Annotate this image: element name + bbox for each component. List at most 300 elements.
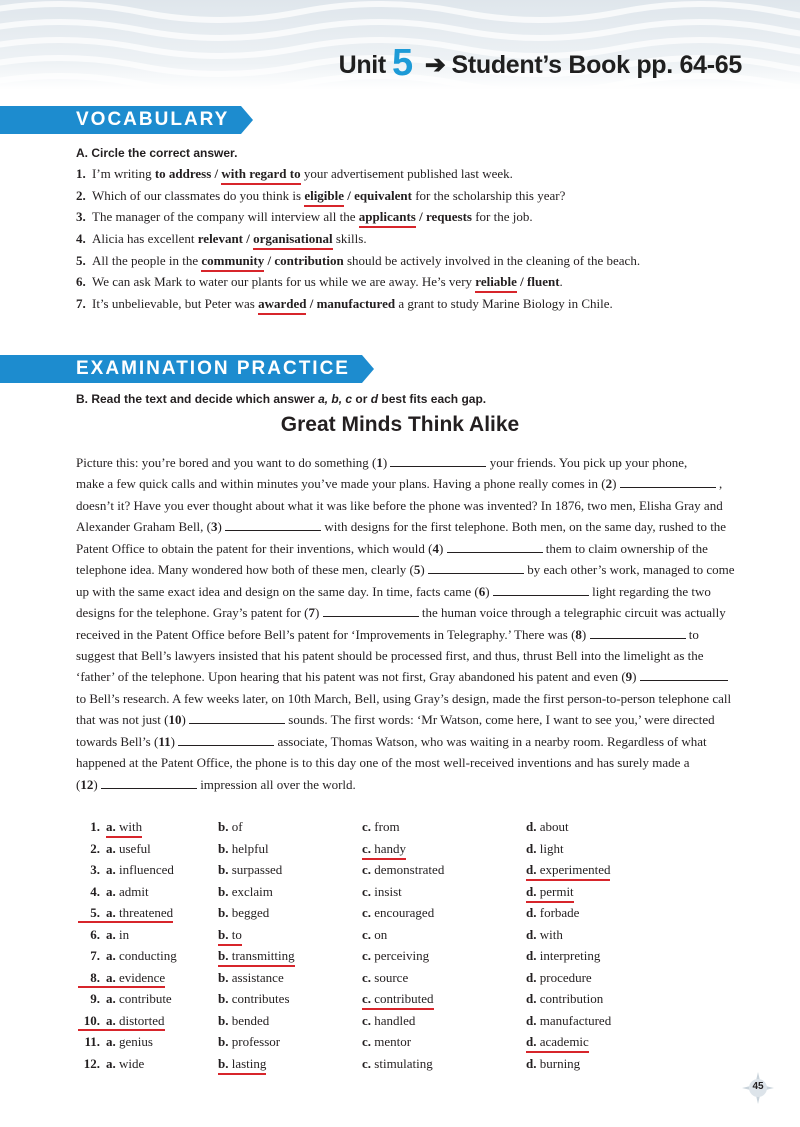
option-separator: / [306,296,317,312]
unit-label: Unit [338,51,386,79]
exam-practice-banner [0,355,374,383]
option-a [106,816,142,838]
option-b-content [218,991,290,1006]
option-2: with regard to [221,166,300,185]
passage-line [76,516,766,537]
passage-text: to Bell’s research. A few weeks later, on 10th March, Bell, using Gray’s design, made the first person-to-person telephone call [76,690,732,706]
answer-row [76,967,716,989]
item-text-end: should be actively involved in the cleaning of the beach. [343,252,641,268]
option-letter: a. [106,969,119,985]
option-b-content [218,948,295,967]
answer-gap [390,455,486,467]
option-2: contribution [274,252,344,268]
answer-gap [178,734,274,746]
option-2: fluent [527,274,560,290]
option-c-content [362,884,402,899]
passage-line [76,624,766,645]
option-text: surpassed [231,862,283,877]
unit-number: 5 [391,42,413,84]
passage-line [76,581,766,602]
answer-gap [640,669,728,681]
vocabulary-item [76,293,766,315]
option-b-content [218,862,282,877]
passage-text: ) [217,519,226,535]
option-letter: b. [218,969,232,985]
answer-gap [590,627,686,639]
gap-number: 12 [80,776,94,792]
option-d-content [526,905,579,920]
option-letter: d. [526,991,540,1006]
option-text: transmitting [231,948,295,963]
option-letter: a. [106,883,119,899]
passage-text: sounds. The first words: ‘Mr Watson, come here, I want to see you,’ were directed [285,712,715,728]
gap-number: 3 [211,519,218,535]
option-d [526,816,569,838]
option-text: contribute [119,991,172,1006]
option-b [218,1010,269,1032]
option-letter: c. [362,862,375,877]
option-letter: d. [526,840,540,856]
gap-number: 10 [168,712,182,728]
option-letter: d. [526,969,540,985]
option-letter: c. [362,926,375,942]
passage-text: light regarding the two [588,583,711,599]
option-text: manufactured [539,1012,612,1028]
option-d [526,967,592,989]
option-d-content [526,1056,580,1071]
option-letter: a. [106,948,119,963]
option-text: about [539,819,569,834]
option-text: insist [374,883,402,899]
answer-row [76,902,716,924]
option-a [106,838,151,860]
option-letter: c. [362,948,375,963]
answer-row [76,945,716,967]
item-text-end: . [559,274,563,290]
option-letter: a. [106,819,119,834]
option-text: burning [539,1055,581,1071]
option-letter: d. [526,926,540,942]
question-number: 9. [90,991,100,1006]
passage-text: ) [382,455,391,470]
option-c [362,924,387,946]
passage-text: ‘father’ of the telephone. Upon hearing that his patent was not first, Gray abandoned his patent and even ( [76,669,626,685]
option-text: lasting [231,1055,267,1071]
option-separator: / [243,231,254,247]
item-text: The manager of the company will interview all the [92,209,359,225]
passage-text: ) [612,476,620,492]
passage-text: Alexander Graham Bell, ( [76,519,212,535]
option-c-content [362,841,406,860]
option-d [526,881,574,903]
passage-line [76,688,766,709]
option-c-content [362,905,434,920]
page-number-badge [742,1072,774,1104]
option-1: applicants [359,209,416,228]
vocabulary-instruction: A. Circle the correct answer. [76,146,238,160]
option-text: wide [119,1055,145,1071]
option-a-content [106,991,172,1006]
answer-gap [493,584,589,596]
option-b [218,859,282,881]
option-text: professor [231,1034,281,1049]
passage-text: ) [181,712,190,728]
item-text-end: for the scholarship this year? [411,187,566,203]
option-a-content [106,905,173,920]
vocabulary-banner [0,106,253,134]
option-a-content [106,970,165,985]
option-a-content [106,1013,165,1028]
option-a [106,881,149,903]
passage-line [76,731,766,752]
answer-gap [189,712,285,724]
option-letter: b. [218,905,232,920]
passage-line [76,473,766,494]
option-c [362,988,434,1010]
option-b [218,967,284,989]
option-text: handled [374,1012,416,1028]
passage-text: happened at the Patent Office, the phone is to this day one of the most well-received inventions and has surely made a [76,755,690,771]
option-separator: / [344,187,355,203]
option-text: on [374,926,388,942]
option-letter: b. [218,819,232,834]
passage-line [76,495,766,516]
item-number: 1. [76,166,86,181]
option-letter: d. [526,883,540,899]
option-d-content [526,862,610,881]
passage-text: ) [314,605,323,621]
option-text: bended [231,1012,270,1028]
option-letter: c. [362,883,375,899]
option-letter: c. [362,1034,375,1049]
item-text: Alicia has excellent [92,231,198,247]
answer-row [76,816,716,838]
passage-line [76,774,766,795]
arrow-right-icon: ➔ [424,51,446,79]
option-1: eligible [304,188,344,207]
answer-gap [225,519,321,531]
option-a [106,859,174,881]
option-a-content [106,1056,144,1071]
option-text: contributed [374,991,434,1006]
answer-row [76,924,716,946]
option-letter: a. [106,905,119,920]
passage-text: up with the same exact idea and design on the same day. In time, facts came ( [76,583,479,599]
option-text: begged [231,905,270,920]
item-number: 3. [76,209,86,225]
option-letter: c. [362,840,375,856]
option-text: useful [119,840,151,856]
option-text: encouraged [374,905,435,920]
option-b [218,1031,280,1053]
passage-text: ) [93,776,101,792]
option-letter: d. [526,1055,540,1071]
option-a-content [106,884,149,899]
option-c [362,1031,411,1053]
instruction-letters: a, b, c [318,392,353,406]
option-letter: d. [526,948,540,963]
question-number: 3. [90,862,100,877]
option-letter: b. [218,1034,232,1049]
option-text: procedure [539,969,592,985]
option-b-content [218,884,273,899]
option-text: genius [119,1034,153,1049]
passage-title: Great Minds Think Alike [280,413,520,436]
option-b [218,902,269,924]
passage-line [76,666,766,687]
vocabulary-item [76,185,766,207]
option-2: equivalent [354,187,412,203]
book-reference: Student’s Book pp. 64-65 [451,51,742,79]
option-text: distorted [119,1012,165,1028]
option-c-content [362,819,400,834]
passage-text: ) [485,583,493,599]
option-c [362,859,444,881]
option-a [106,945,177,967]
passage-text: by each other’s work, managed to come [523,562,735,578]
answer-gap [101,777,197,789]
passage-text: associate, Thomas Watson, who was waiting in a nearby room. Regardless of what [274,733,707,749]
gap-number: 11 [158,733,171,749]
option-text: forbade [539,905,580,920]
option-text: contribution [539,991,604,1006]
option-d-content [526,927,563,942]
option-d [526,902,579,924]
option-a-content [106,948,177,963]
item-text-end: skills. [332,231,367,247]
option-text: assistance [231,969,284,985]
question-number: 10. [83,1012,100,1028]
option-text: stimulating [374,1055,433,1071]
option-d [526,1053,580,1075]
option-c-content [362,1034,411,1049]
option-d-content [526,841,564,856]
option-separator: / [415,209,426,225]
option-letter: b. [218,926,232,942]
option-text: of [231,819,243,834]
option-a-content [106,927,129,942]
vocabulary-item [76,206,766,228]
option-d [526,1031,589,1053]
option-b [218,988,290,1010]
answer-row [76,859,716,881]
vocabulary-item [76,228,766,250]
item-text: Which of our classmates do you think is [92,187,305,203]
option-b-content [218,905,269,920]
answer-row [76,838,716,860]
option-d [526,838,564,860]
question-number: 5. [90,905,100,920]
option-b [218,945,295,967]
gap-number: 8 [575,626,582,642]
passage-text: impression all over the world. [196,776,356,792]
option-2: requests [425,209,472,225]
page-number: 45 [752,1081,764,1092]
vocabulary-item [76,271,766,293]
vocabulary-item [76,250,766,272]
option-2: manufactured [316,296,396,312]
reading-passage [76,452,766,795]
answer-gap [447,541,543,553]
passage-text: doesn’t it? Have you ever thought about what it was like before the phone was invented? In 1876, two men, Elisha Gray and [76,497,723,513]
option-b-content [218,819,243,834]
option-b [218,838,269,860]
option-b-content [218,970,284,985]
option-a [106,924,129,946]
option-letter: b. [218,1055,232,1071]
option-d-content [526,884,574,903]
option-text: perceiving [374,948,430,963]
banner-arrow-tip [362,355,374,383]
question-number: 1. [90,819,100,834]
option-d [526,859,610,881]
option-text: to [231,926,242,942]
option-letter: d. [526,1012,540,1028]
option-letter: d. [526,905,540,920]
option-text: contributes [231,991,290,1006]
option-a [106,1031,153,1053]
answer-gap [428,562,524,574]
option-text: conducting [119,948,177,963]
passage-line [76,752,766,773]
vocabulary-item [76,163,766,185]
option-letter: d. [526,862,540,877]
option-c-content [362,970,408,985]
option-letter: d. [526,1034,540,1049]
passage-text: towards Bell’s ( [76,733,159,749]
option-text: in [119,926,130,942]
option-letter: a. [106,1055,119,1071]
option-d [526,1010,611,1032]
passage-line [76,602,766,623]
item-text: It’s unbelievable, but Peter was [92,296,259,312]
option-text: with [119,819,143,834]
option-letter: a. [106,862,119,877]
passage-text: that was not just ( [76,712,169,728]
option-letter: a. [106,1012,119,1028]
option-a [106,1053,144,1075]
exam-practice-banner-label: EXAMINATION PRACTICE [0,355,362,383]
option-1: to address [154,166,212,181]
option-text: admit [119,883,149,899]
option-text: with [539,926,563,942]
passage-line [76,645,766,666]
instruction-letter-d: d [370,392,379,406]
option-text: source [374,969,409,985]
passage-text: Picture this: you’re bored and you want to do something ( [76,455,377,470]
answer-row [76,1053,716,1075]
option-b-content [218,1034,280,1049]
gap-number: 5 [413,562,421,578]
question-number: 8. [90,969,100,985]
option-text: evidence [119,969,166,985]
option-text: experimented [539,862,611,877]
passage-line [76,538,766,559]
passage-line [76,709,766,730]
item-number: 6. [76,274,86,290]
answer-options-table [76,816,716,1074]
question-number: 6. [90,926,100,942]
option-c-content [362,948,429,963]
option-text: interpreting [539,948,601,963]
option-text: permit [539,883,574,899]
item-number: 4. [76,231,86,247]
passage-text: them to claim ownership of the [542,540,708,556]
option-separator: / [516,274,528,290]
passage-text: telephone idea. Many wondered how both of these men, clearly ( [76,562,414,578]
option-a-content [106,1034,153,1049]
option-c [362,1010,415,1032]
passage-text: ) [170,733,179,749]
option-letter: a. [106,926,119,942]
option-letter: a. [106,840,119,856]
option-text: exclaim [231,883,273,899]
option-d-content [526,970,592,985]
option-c [362,838,406,860]
option-c [362,1053,433,1075]
instruction-text: B. Read the text and decide which answer [76,392,319,406]
option-c-content [362,927,387,942]
question-number: 2. [90,840,100,856]
item-number: 5. [76,252,86,268]
option-text: handy [374,840,407,856]
gap-number: 7 [308,605,315,621]
question-number: 4. [90,883,100,899]
option-letter: c. [362,819,375,834]
option-letter: c. [362,991,375,1006]
option-b-content [218,841,269,856]
option-letter: b. [218,1012,232,1028]
answer-row [76,1010,716,1032]
option-letter: b. [218,862,232,877]
option-d [526,945,600,967]
option-c-content [362,1056,433,1071]
option-text: mentor [374,1034,412,1049]
item-text: I’m writing [92,166,155,181]
option-letter: c. [362,1055,375,1071]
option-c [362,945,429,967]
passage-text: , [715,476,723,492]
option-c [362,881,402,903]
option-letter: a. [106,991,119,1006]
option-c-content [362,991,434,1010]
option-letter: b. [218,840,232,856]
passage-text: your friends. You pick up your phone, [486,455,688,470]
option-text: light [539,840,564,856]
option-d-content [526,1013,611,1028]
option-d-content [526,1034,589,1053]
vocabulary-banner-label: VOCABULARY [0,106,241,134]
question-number: 12. [83,1055,100,1071]
option-d [526,988,603,1010]
option-c-content [362,862,444,877]
option-1: awarded [258,296,306,315]
passage-text: ) [438,540,447,556]
passage-text: to [685,626,699,642]
option-separator: / [211,166,222,181]
passage-text: ) [420,562,428,578]
passage-text: suggest that Bell’s lawyers insisted that his patent should be processed first, and thus, thrust Bell into the limelight as the [76,647,704,663]
option-b [218,816,243,838]
option-letter: a. [106,1034,119,1049]
option-text: helpful [231,840,269,856]
answer-row [76,988,716,1010]
passage-text: received in the Patent Office before Bell’s patent for ‘Improvements in Telegraphy.’ There was ( [76,626,576,642]
option-c-content [362,1013,415,1028]
gap-number: 2 [605,476,613,492]
gap-number: 1 [376,455,383,470]
gap-number: 6 [478,583,486,599]
